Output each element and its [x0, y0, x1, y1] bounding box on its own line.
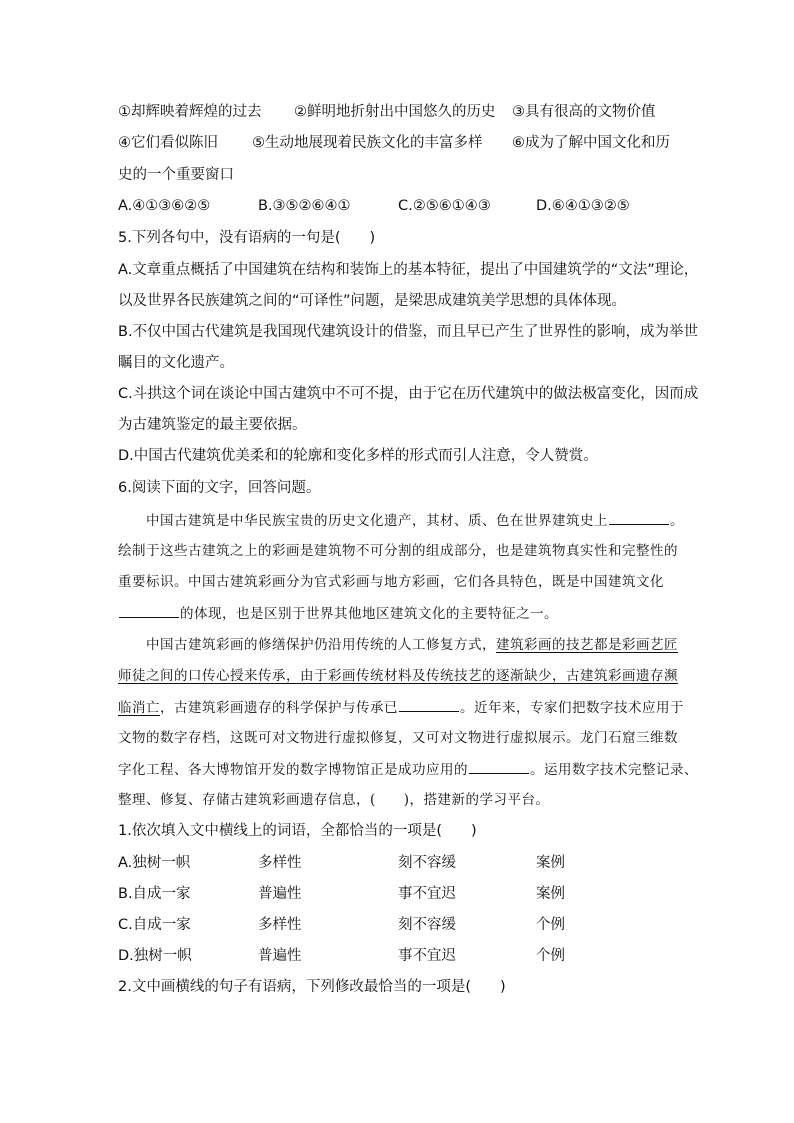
q6-1-d-col1: D.独树一帜: [118, 948, 192, 964]
q5-option-c-cont: 为古建筑鉴定的最主要依据。: [118, 417, 307, 433]
q6-1-a-col4: 案例: [536, 855, 565, 871]
q6-1-stem: 1.依次填入文中横线上的词语，全都恰当的一项是( ): [118, 823, 477, 839]
q6-1-b-col2: 普遍性: [258, 886, 302, 902]
choice-d: D.⑥④①③②⑤: [536, 198, 630, 214]
option-5: ⑤生动地展现着民族文化的丰富多样: [252, 135, 483, 151]
passage-p2-line3: 临消亡，古建筑彩画遗存的科学保护与传承已 。近年来，专家们把数字技术应用于: [118, 697, 684, 718]
q5-option-b: B.不仅中国古代建筑是我国现代建筑设计的借鉴，而且早已产生了世界性的影响，成为举世: [118, 324, 699, 340]
q6-1-c-col1: C.自成一家: [118, 917, 191, 933]
blank-4: [469, 759, 529, 774]
q5-stem: 5.下列各句中，没有语病的一句是( ): [118, 230, 376, 246]
blank-2: [119, 603, 179, 618]
q6-1-a-col3: 刻不容缓: [398, 855, 456, 871]
underlined-sentence: 建筑彩画的技艺都是彩画艺匠: [496, 637, 678, 653]
choice-c: C.②⑤⑥①④③: [398, 198, 491, 214]
q6-1-c-col4: 个例: [536, 917, 565, 933]
q6-1-c-col3: 刻不容缓: [398, 917, 456, 933]
blank-1: [609, 510, 669, 525]
q6-1-d-col2: 普遍性: [258, 948, 302, 964]
q6-1-d-col3: 事不宜迟: [398, 948, 456, 964]
q6-1-b-col4: 案例: [536, 886, 565, 902]
passage-p1-line4: 的体现，也是区别于世界其他地区建筑文化的主要特征之一。: [118, 603, 558, 624]
option-1: ①却辉映着辉煌的过去: [118, 104, 262, 120]
q5-option-a: A.文章重点概括了中国建筑在结构和装饰上的基本特征，提出了中国建筑学的“文法”理论，: [118, 262, 699, 278]
q6-1-b-col3: 事不宜迟: [398, 886, 456, 902]
passage-p2-line6: 整理、修复、存储古建筑彩画遗存信息，( )，搭建新的学习平台。: [118, 792, 550, 808]
q6-1-a-col1: A.独树一帜: [118, 855, 191, 871]
q6-1-a-col2: 多样性: [258, 855, 302, 871]
passage-p2-line5: 字化工程、各大博物馆开发的数字博物馆正是成功应用的 。运用数字技术完整记录、: [118, 759, 698, 780]
choice-a: A.④①③⑥②⑤: [118, 198, 211, 214]
q5-option-d: D.中国古代建筑优美柔和的轮廓和变化多样的形式而引人注意，令人赞赏。: [118, 448, 598, 464]
option-2: ②鲜明地折射出中国悠久的历史: [294, 104, 496, 120]
q5-option-c: C.斗拱这个词在谈论中国古建筑中不可不提，由于它在历代建筑中的做法极富变化，因而成: [118, 386, 699, 402]
passage-p1-line1: 中国古建筑是中华民族宝贵的历史文化遗产，其材、质、色在世界建筑史上 。: [146, 510, 684, 531]
q6-2-stem: 2.文中画横线的句子有语病，下列修改最恰当的一项是( ): [118, 979, 506, 995]
passage-p1-line3: 重要标识。中国古建筑彩画分为官式彩画与地方彩画，它们各具特色，既是中国建筑文化: [118, 574, 664, 590]
option-3: ③具有很高的文物价值: [512, 104, 656, 120]
q6-1-b-col1: B.自成一家: [118, 886, 191, 902]
q6-stem: 6.阅读下面的文字，回答问题。: [118, 480, 321, 496]
option-6-cont: 史的一个重要窗口: [118, 167, 234, 183]
option-4: ④它们看似陈旧: [118, 135, 218, 151]
passage-p2-line2: 师徒之间的口传心授来传承，由于彩画传统材料及传统技艺的逐渐缺少，古建筑彩画遗存濒: [118, 668, 678, 684]
q6-1-c-col2: 多样性: [258, 917, 302, 933]
q6-1-d-col4: 个例: [536, 948, 565, 964]
blank-3: [399, 697, 459, 712]
passage-p2-line4: 文物的数字存档，这既可对文物进行虚拟修复，又可对文物进行虚拟展示。龙门石窟三维数: [118, 730, 678, 746]
q5-option-b-cont: 瞩目的文化遗产。: [118, 355, 234, 371]
passage-p2-line1: 中国古建筑彩画的修缮保护仍沿用传统的人工修复方式，建筑彩画的技艺都是彩画艺匠: [146, 637, 678, 653]
passage-p1-line2: 绘制于这些古建筑之上的彩画是建筑物不可分割的组成部分，也是建筑物真实性和完整性的: [118, 543, 678, 559]
q5-option-a-cont: 以及世界各民族建筑之间的“可译性”问题，是梁思成建筑美学思想的具体体现。: [118, 293, 627, 309]
option-6: ⑥成为了解中国文化和历: [512, 135, 670, 151]
choice-b: B.③⑤②⑥④①: [258, 198, 351, 214]
